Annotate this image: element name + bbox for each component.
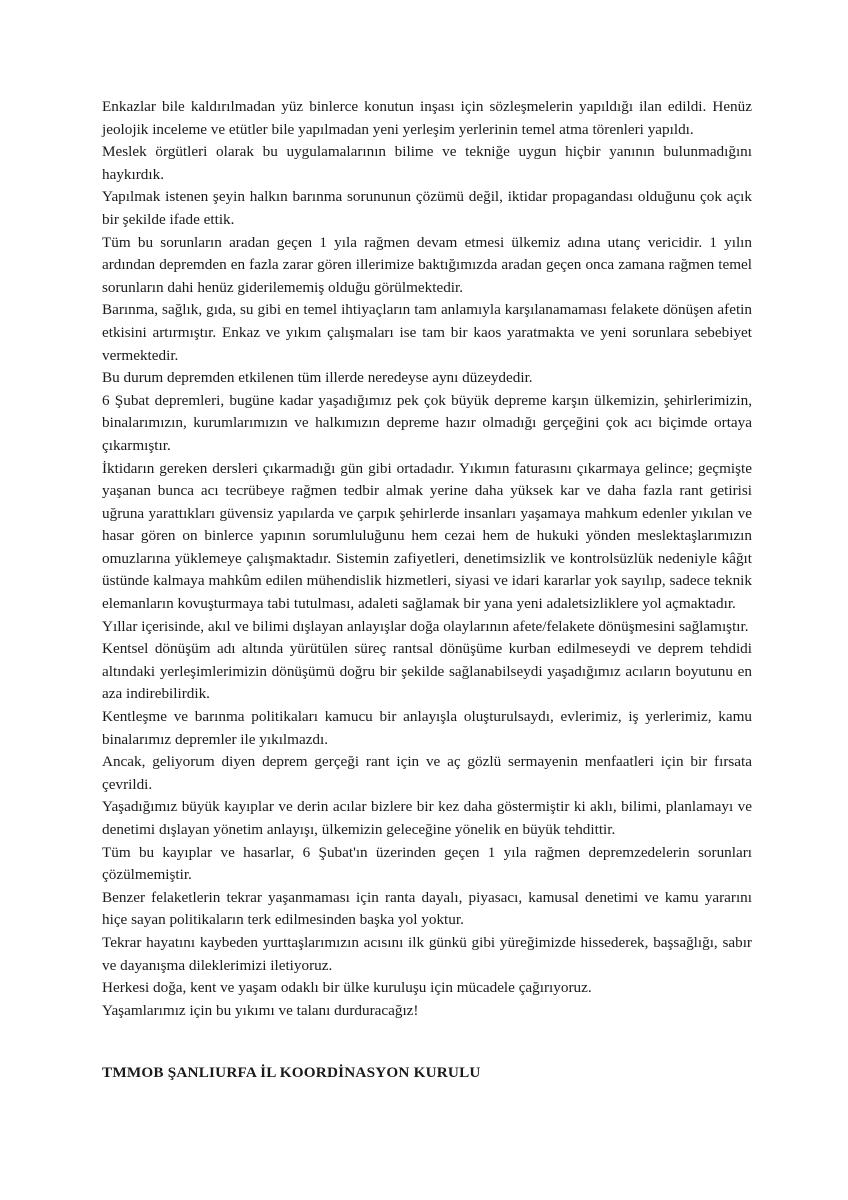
document-page [102,96,752,1084]
paragraph: Kentleşme ve barınma politikaları kamucu bir anlayışla oluşturulsaydı, evlerimiz, iş yerlerimiz, kamu binalarımız depremler ile yıkılmazdı. [102,708,752,748]
paragraph: Herkesi doğa, kent ve yaşam odaklı bir ülke kuruluşu için mücadele çağırıyoruz. [102,979,592,997]
paragraph: Yıllar içerisinde, akıl ve bilimi dışlayan anlayışlar doğa olaylarının afete/felakete dönüşmesini sağlamıştır. [102,617,749,635]
paragraph: Bu durum depremden etkilenen tüm illerde neredeyse aynı düzeydedir. [102,369,533,387]
paragraph: Meslek örgütleri olarak bu uygulamalarının bilime ve tekniğe uygun hiçbir yanının bulunmadığını haykırdık. [102,143,752,183]
paragraph: Barınma, sağlık, gıda, su gibi en temel ihtiyaçların tam anlamıyla karşılanamaması felakete dönüşen afetin etkisini artırmıştır. Enkaz ve yıkım çalışmaları ise tam bir kaos yaratmakta ve yeni sorunlara sebebiyet vermektedir. [102,301,752,364]
paragraph: Tekrar hayatını kaybeden yurttaşlarımızın acısını ilk günkü gibi yüreğimizde hissederek, başsağlığı, sabır ve dayanışma dileklerimizi iletiyoruz. [102,933,752,974]
paragraph: Yaşamlarımız için bu yıkımı ve talanı durduracağız! [102,1001,419,1019]
paragraph: Tüm bu kayıplar ve hasarlar, 6 Şubat'ın üzerinden geçen 1 yıla rağmen depremzedelerin sorunları çözülmemiştir. [102,843,752,884]
paragraph: Tüm bu sorunların aradan geçen 1 yıla rağmen devam etmesi ülkemiz adına utanç vericidir. 1 yılın ardından depremden en fazla zarar gören illerimize baktığımızda aradan geçen onca zamana rağmen temel sorunların dahi henüz giderilememiş olduğu görülmektedir. [102,233,752,296]
paragraph: Yapılmak istenen şeyin halkın barınma sorununun çözümü değil, iktidar propagandası olduğunu çok açık bir şekilde ifade ettik. [102,188,752,228]
paragraph: Ancak, geliyorum diyen deprem gerçeği rant için ve aç gözlü sermayenin menfaatleri için bir fırsata çevrildi. [102,753,752,793]
document-body [102,96,752,1022]
paragraph: Benzer felaketlerin tekrar yaşanmaması için ranta dayalı, piyasacı, kamusal denetimi ve kamu yararını hiçe sayan politikaların terk edilmesinden başka yol yoktur. [102,888,752,929]
paragraph: İktidarın gereken dersleri çıkarmadığı gün gibi ortadadır. Yıkımın faturasını çıkarmaya gelince; geçmişte yaşanan bunca acı tecrübeye rağmen tedbir almak yerine daha yüksek kar ve daha fazla rant getirisi uğruna yarattıkları güvensiz yapılarda ve çarpık şehirlerde insanları yaşamaya mahkum edenler yıkılan ve hasar gören on binlerce yapının sorumluluğunu hem cezai hem de hukuki yönden meslektaşlarımızın omuzlarına yüklemeye çalışmaktadır. Sistemin zafiyetleri, denetimsizlik ve kontrolsüzlük nedeniyle kâğıt üstünde kalmaya mahkûm edilen mühendislik hizmetleri, siyasi ve idari kararlar yok sayılıp, sadece teknik elemanların kovuşturmaya tabi tutulması, adaleti sağlamak bir yana yeni adaletsizliklere yol açmaktadır. [102,459,752,613]
paragraph: Kentsel dönüşüm adı altında yürütülen süreç rantsal dönüşüme kurban edilmeseydi ve deprem tehdidi altındaki yerleşimlerimizin dönüşümü doğru bir şekilde sağlanabilseydi yaşadığımız acıların boyutunu en aza indirebilirdik. [102,640,752,703]
paragraph: Yaşadığımız büyük kayıplar ve derin acılar bizlere bir kez daha göstermiştir ki aklı, bilimi, planlamayı ve denetimi dışlayan yönetim anlayışı, ülkemizin geleceğine yönelik en büyük tehdittir. [102,798,752,838]
paragraph: Enkazlar bile kaldırılmadan yüz binlerce konutun inşası için sözleşmelerin yapıldığı ilan edildi. Henüz jeolojik inceleme ve etütler bile yapılmadan yeni yerleşim yerlerinin temel atma törenleri yapıldı. [102,98,752,138]
signature: TMMOB ŞANLIURFA İL KOORDİNASYON KURULU [102,1064,481,1082]
paragraph: 6 Şubat depremleri, bugüne kadar yaşadığımız pek çok büyük depreme karşın ülkemizin, şehirlerimizin, binalarımızın, kurumlarımızın ve halkımızın depreme hazır olmadığı gerçeğini çok acı biçimde ortaya çıkarmıştır. [102,391,752,454]
